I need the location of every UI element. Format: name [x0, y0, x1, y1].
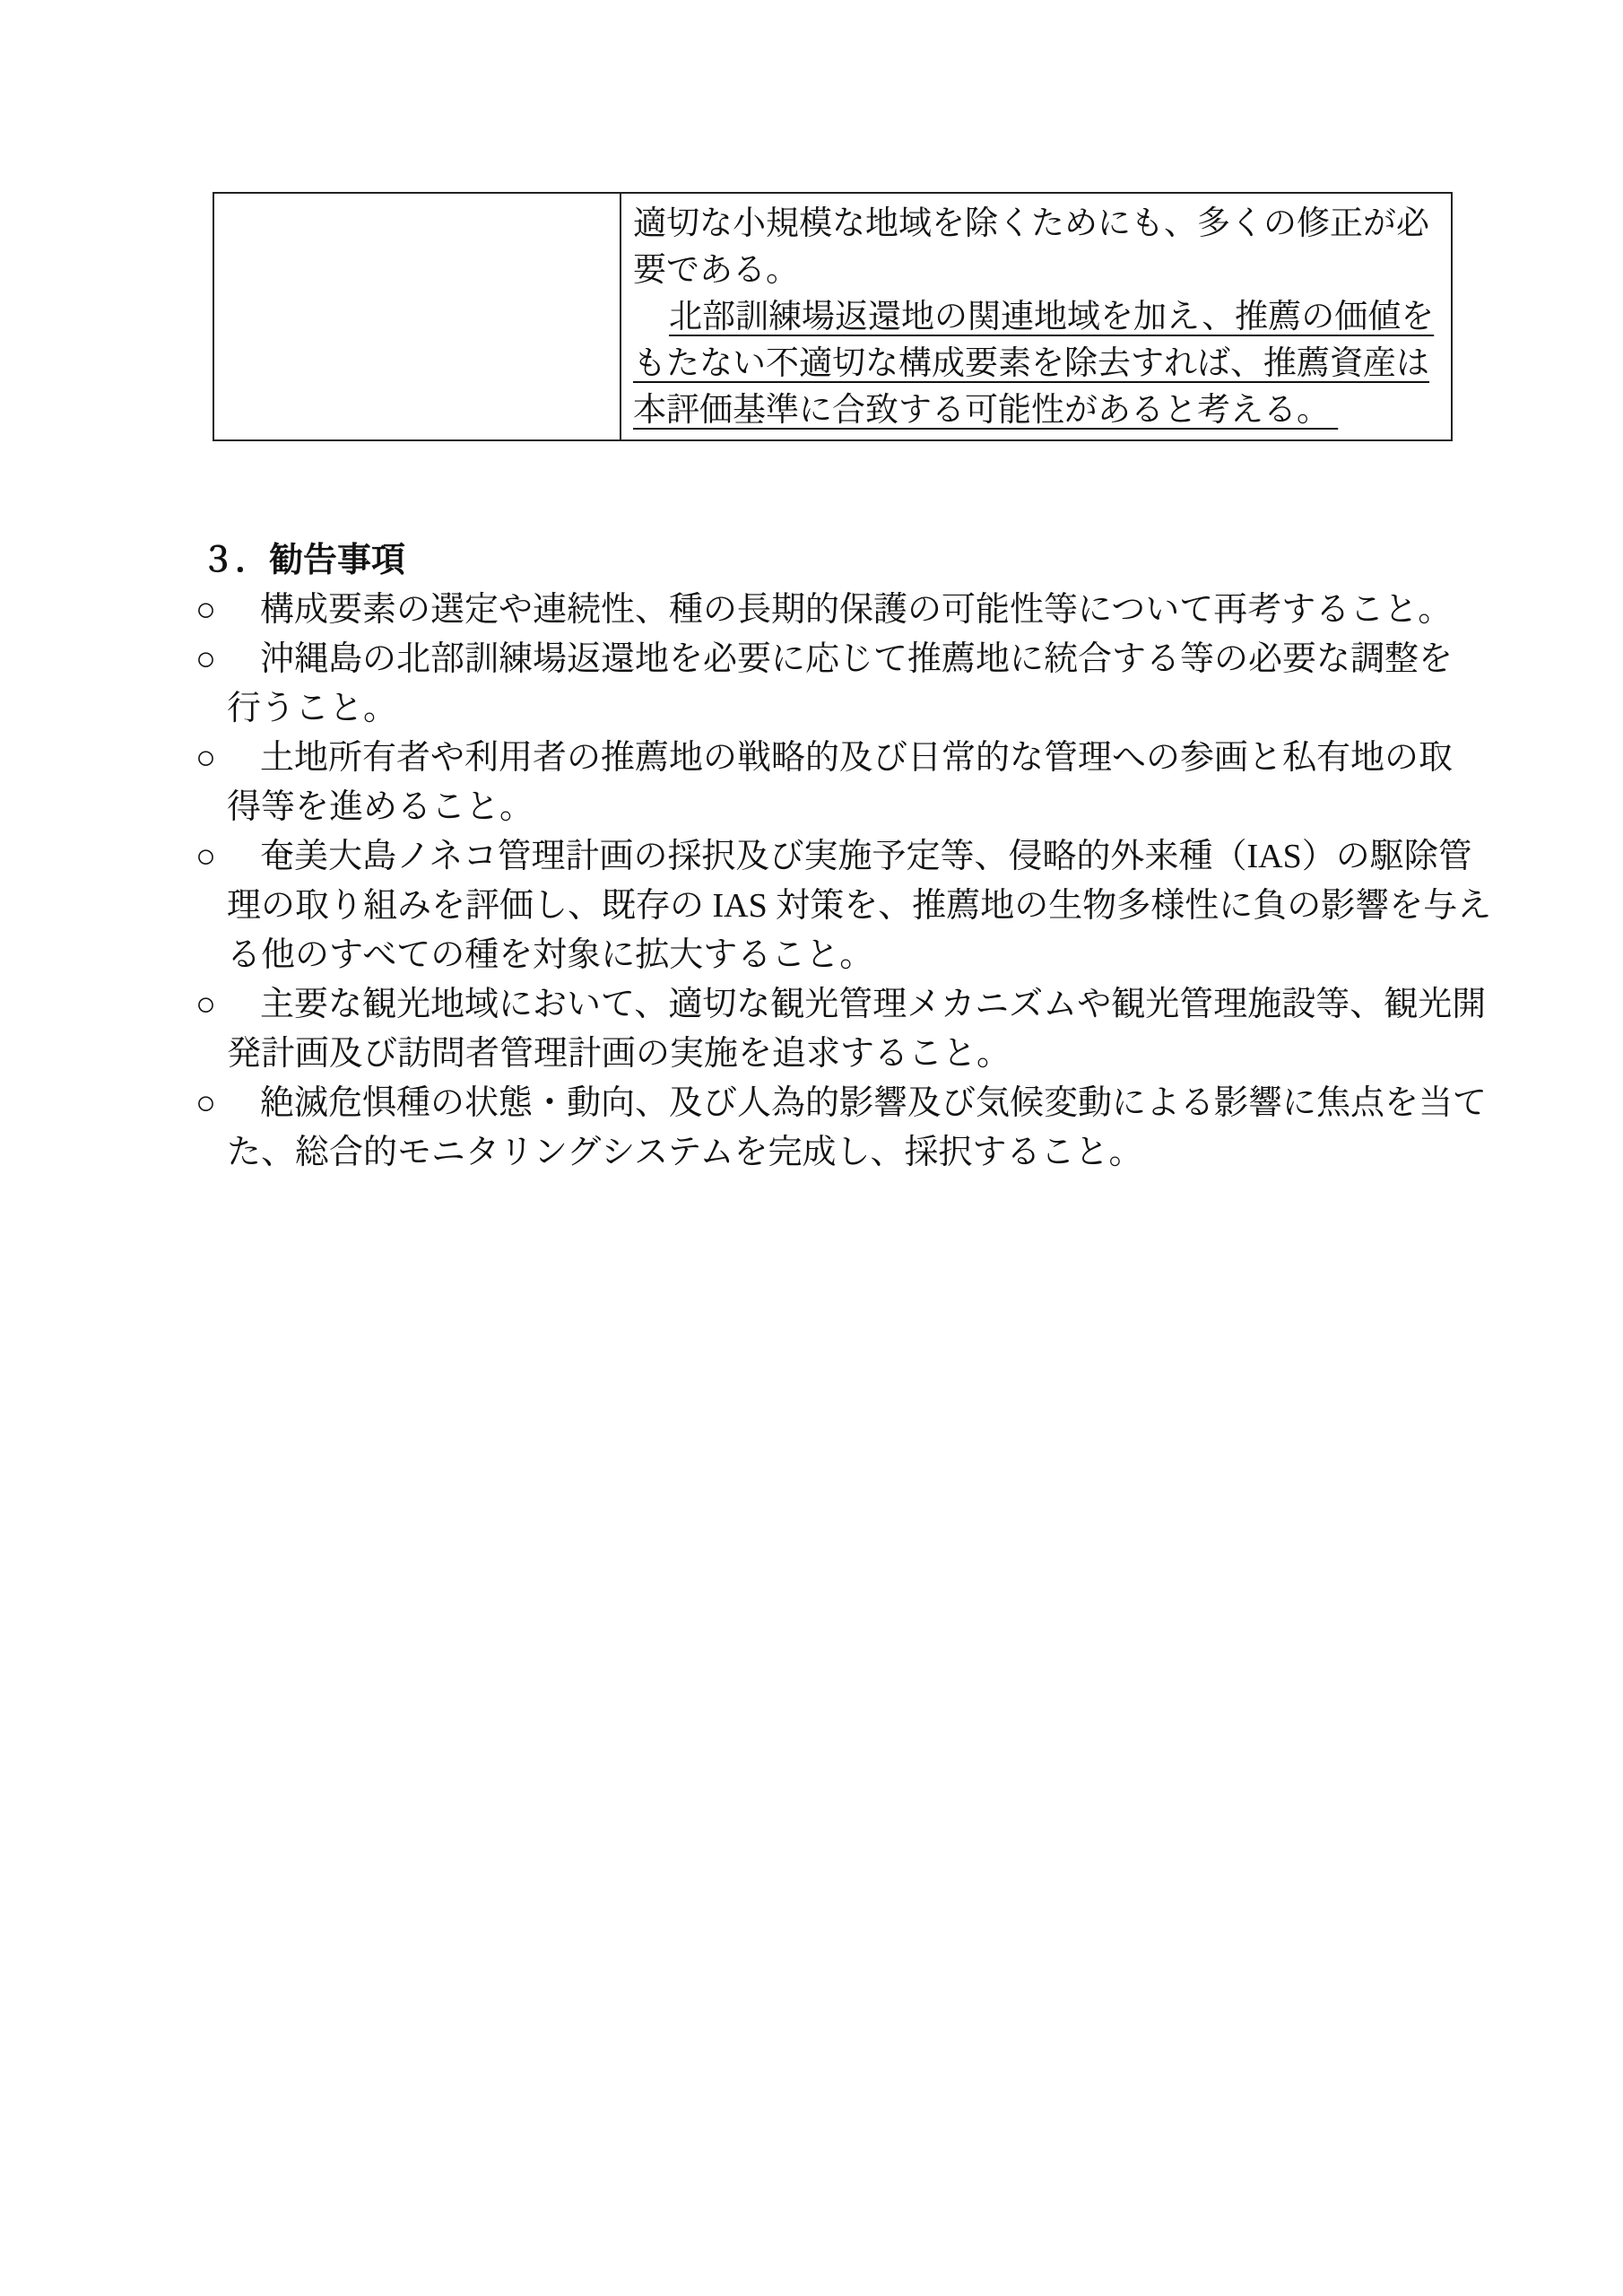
circle-bullet: ○	[195, 591, 216, 629]
list-item-first-line	[195, 734, 1505, 783]
table-text-line	[633, 341, 1444, 387]
list-item-text: 土地所有者や利用者の推薦地の戦略的及び日常的な管理への参画と私有地の取	[260, 739, 1454, 777]
list-item-first-line	[195, 980, 1505, 1030]
circle-bullet: ○	[195, 986, 216, 1023]
table-right-cell	[621, 194, 1451, 439]
recommendations-section	[195, 536, 1505, 1178]
list-item-first-line	[195, 832, 1505, 882]
list-item-continuation-line: 得等を進めること。	[227, 788, 534, 826]
list-item-first-line	[195, 635, 1505, 684]
table-text-line	[633, 201, 1444, 248]
list-item-first-line	[195, 586, 1505, 635]
recommendation-list	[195, 586, 1505, 1178]
list-item-text: 奄美大島ノネコ管理計画の採択及び実施予定等、侵略的外来種（IAS）の駆除管	[260, 838, 1472, 875]
list-item-text: 絶滅危惧種の状態・動向、及び人為的影響及び気候変動による影響に焦点を当て	[260, 1084, 1488, 1122]
list-item-text: 沖縄島の北部訓練場返還地を必要に応じて推薦地に統合する等の必要な調整を	[260, 640, 1454, 678]
table-text-line	[633, 294, 1444, 341]
plain-text: 適切な小規模な地域を除くためにも、多くの修正が必	[633, 205, 1429, 242]
list-item-text: 構成要素の選定や連続性、種の長期的保護の可能性等について再考すること。	[260, 591, 1453, 629]
list-item-text: 主要な観光地域において、適切な観光管理メカニズムや観光管理施設等、観光開	[260, 986, 1487, 1023]
table-text-line	[633, 248, 1444, 294]
section-heading: ３．勧告事項	[201, 542, 406, 579]
table-text-line	[633, 387, 1444, 434]
list-item-continuation-line: る他のすべての種を対象に拡大すること。	[227, 936, 874, 974]
circle-bullet: ○	[195, 838, 216, 875]
list-item-continuation-line: 理の取り組みを評価し、既存の IAS 対策を、推薦地の生物多様性に負の影響を与え	[227, 887, 1492, 925]
evaluation-table	[213, 192, 1453, 441]
list-item-first-line	[195, 1079, 1505, 1128]
circle-bullet: ○	[195, 640, 216, 678]
list-item-continuation-line: 行うこと。	[227, 690, 398, 727]
underlined-text: もたない不適切な構成要素を除去すれば、推薦資産は	[633, 345, 1429, 382]
underlined-text: 本評価基準に合致する可能性があると考える。	[633, 392, 1339, 429]
circle-bullet: ○	[195, 1084, 216, 1122]
table-left-cell-empty	[214, 194, 621, 439]
underlined-text: 北部訓練場返還地の関連地域を加え、推薦の価値を	[669, 299, 1435, 335]
list-item-continuation-line: 発計画及び訪問者管理計画の実施を追求すること。	[227, 1035, 1011, 1073]
plain-text: 要である。	[633, 252, 799, 289]
circle-bullet: ○	[195, 739, 216, 777]
list-item-continuation-line: た、総合的モニタリングシステムを完成し、採択すること。	[227, 1134, 1143, 1171]
